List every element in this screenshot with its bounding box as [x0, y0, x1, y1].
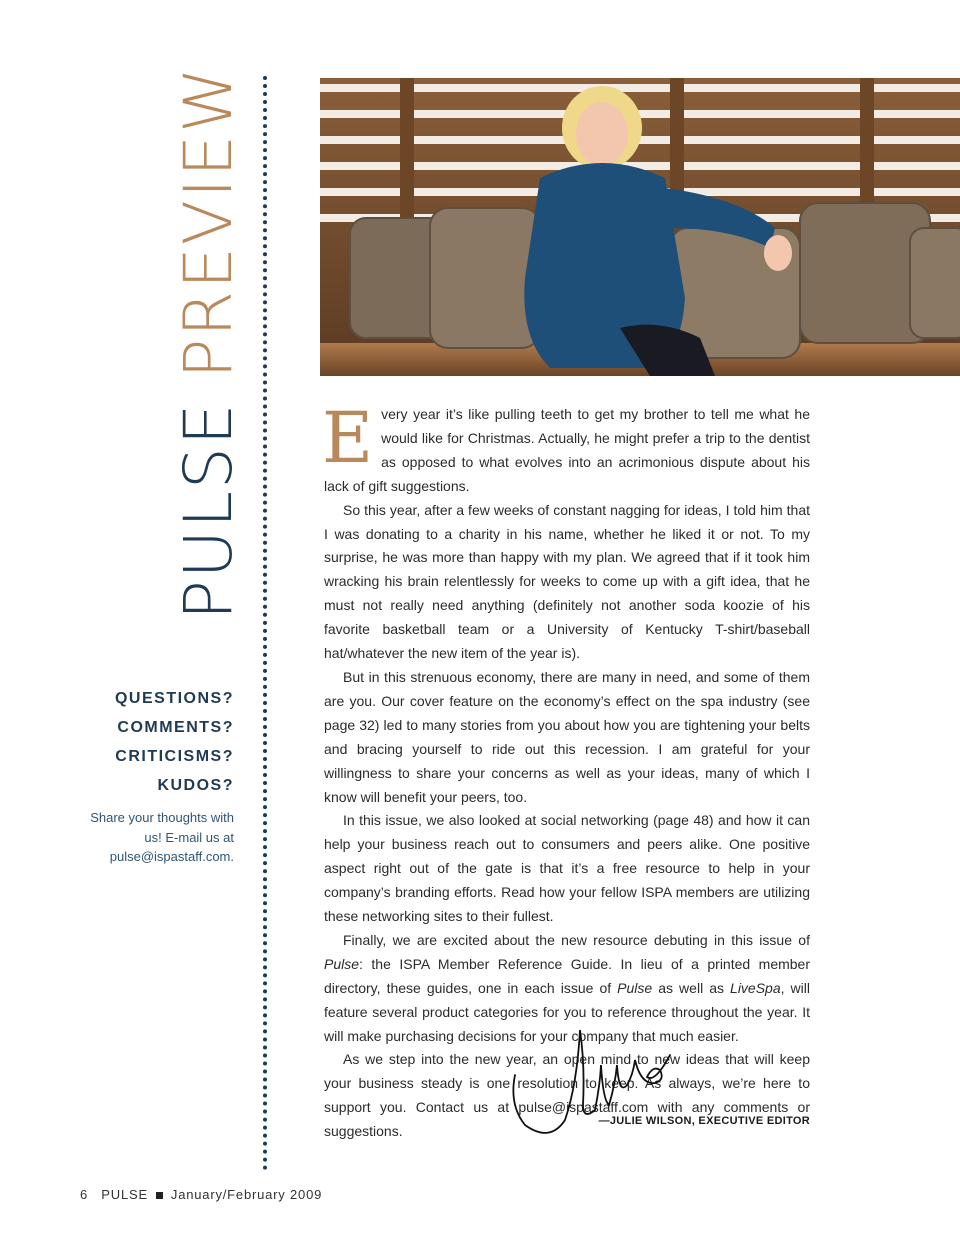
- sidebar-kudos: KUDOS?: [157, 777, 234, 794]
- p5-text-a: Finally, we are excited about the new resource debuting in this issue of: [343, 931, 810, 948]
- article-paragraph-6: As we step into the new year, an open mind to new ideas that will keep your business steady is one resolution to keep. As always, we’re here to support you. Contact us at pulse@ispastaff.com with any comments or suggestions.: [324, 1051, 810, 1140]
- article-paragraph-1: [322, 397, 810, 499]
- article-paragraph-4: In this issue, we also looked at social networking (page 48) and how it can help your business reach out to consumers and peers alike. One positive aspect right out of the gate is that it’s a free resource to help in your company’s branding efforts. Read how your fellow ISPA members are utilizing these networking sites to their fullest.: [324, 812, 810, 925]
- photo-illustration: [320, 78, 960, 376]
- sidebar-criticisms: CRITICISMS?: [115, 748, 234, 765]
- article-paragraph-3: But in this strenuous economy, there are many in need, and some of them are you. Our cover feature on the economy’s effect on the spa industry (see page 32) led to many stories from you about how you are tightening your belts and bracing yourself to ride out this recession. I am grateful for your willingness to share your concerns as well as your ideas, many of which I know will benefit your peers, too.: [324, 668, 810, 805]
- p5-pulse-2: Pulse: [617, 979, 653, 996]
- sidebar-questions: QUESTIONS?: [114, 690, 234, 707]
- title-preview: PREVIEW: [170, 65, 247, 379]
- p5-livespa: LiveSpa: [730, 979, 781, 996]
- p5-text-b: : the ISPA Member Reference Guide. In lieu of a printed member directory, these guides, one in each issue of: [324, 955, 810, 996]
- article-paragraph-2: So this year, after a few weeks of constant nagging for ideas, I told him that I was donating to a charity in his name, whether he liked it or not. To my surprise, he was more than happy with my plan. We agreed that if it took him wracking his brain relentlessly for weeks to come up with a gift idea, that he must not really need anything (definitely not another soda koozie of his favorite basketball team or a University of Kentucky T-shirt/baseball hat/whatever the new item of the year is).: [324, 501, 810, 662]
- sidebar-comments: COMMENTS?: [117, 719, 234, 736]
- page-footer: [80, 1187, 322, 1202]
- dotted-divider: [263, 76, 267, 1171]
- drop-cap: E: [322, 397, 374, 479]
- title-pulse: PULSE: [170, 378, 247, 620]
- p1-text: very year it’s like pulling teeth to get my brother to tell me what he would like for Christmas. Actually, he might prefer a trip to the dentist as opposed to what evolves into an acrimonious dispute about his lack of gift suggestions.: [324, 406, 810, 494]
- page-number: 6: [80, 1187, 89, 1202]
- editor-photo: [320, 78, 960, 376]
- p5-text-d: , will feature several product categories for you to reference throughout the year. It will make purchasing decisions for your company that much easier.: [324, 979, 810, 1044]
- footer-magazine: PULSE: [101, 1187, 148, 1202]
- sidebar: [80, 684, 234, 867]
- byline: —JULIE WILSON, EXECUTIVE EDITOR: [598, 1115, 810, 1127]
- sidebar-share-text: Share your thoughts with us! E-mail us at pulse@ispastaff.com.: [90, 810, 234, 864]
- p5-text-c: as well as: [652, 979, 731, 996]
- page-title: [170, 60, 247, 620]
- footer-issue: January/February 2009: [170, 1187, 323, 1202]
- square-bullet-icon: [156, 1192, 163, 1199]
- p5-pulse: Pulse: [324, 955, 360, 972]
